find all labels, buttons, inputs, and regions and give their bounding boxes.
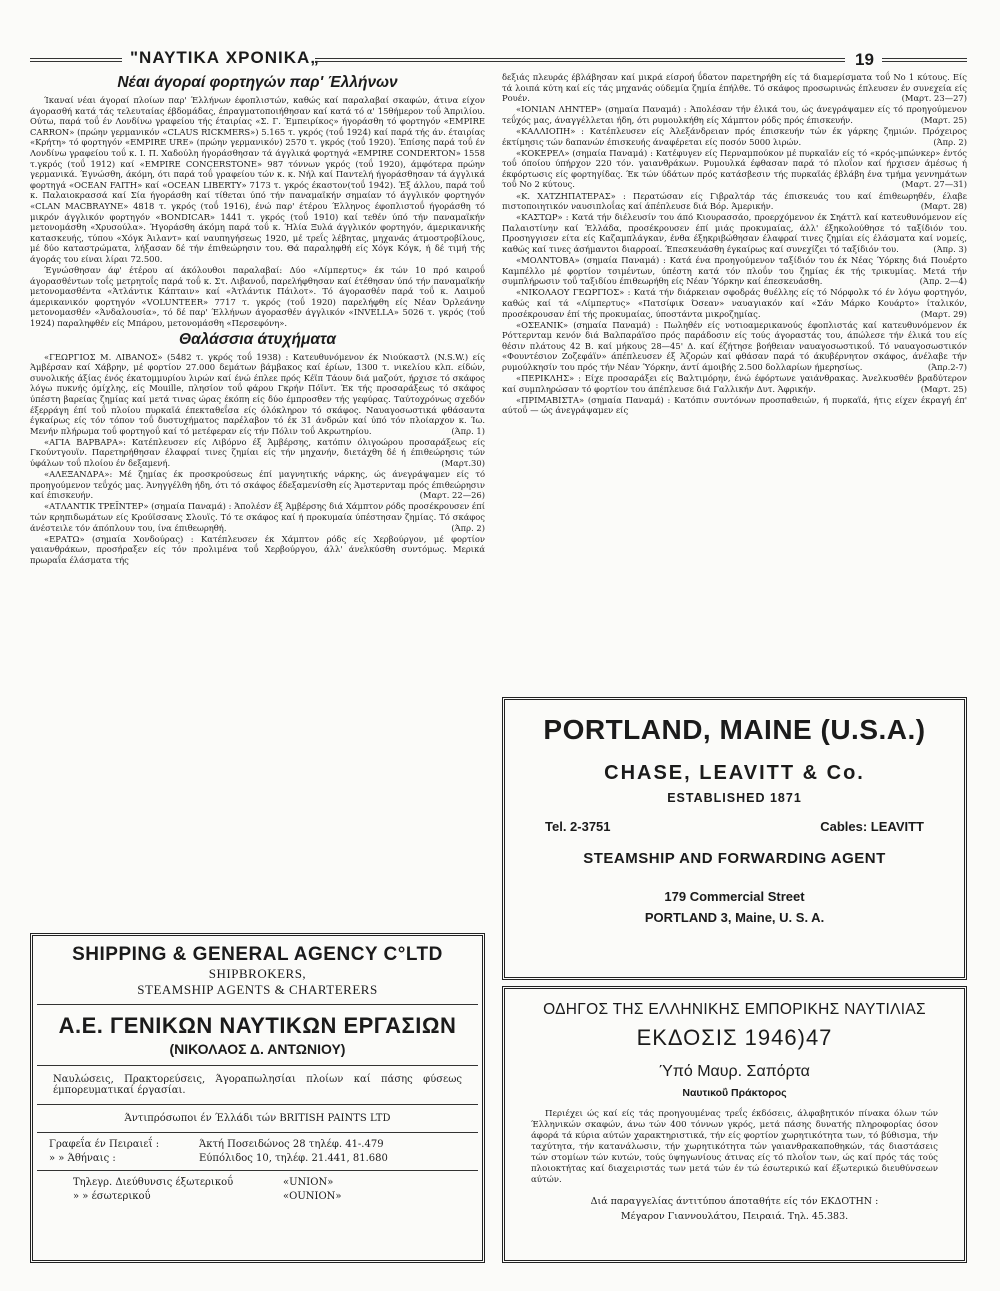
ad-portland-contacts (545, 819, 924, 834)
ad-shipping-services: Ναυλώσεις, Πρακτορεύσεις, Άγοραπωλησίαι πλοίων καί πάσης φύσεως έμπορευματικαί έργασίαι. (53, 1074, 462, 1096)
ad-portland-cables: Cables: LEAVITT (820, 819, 924, 834)
office-row: Γραφεΐα έν Πειραιεΐ : Άκτή Ποσειδώνος 28 τηλέφ. 41-.479 (49, 1139, 384, 1150)
accident-continuation: δεξιάς πλευράς έβλάβησαν καί μικρά είσροή ΰδατον παρετηρήθη είς τά διαμερίσματα τοΰ No 1 κύτους. Είς τά λοιπά κύτη καί είς τάς μηχανάς ούδεμία ζημία έπήλθε. Τό σκάφος προσωρινώς έπλευσεν έν συνεχεία είς Ρουέν. (Μαρτ. 23—27) (502, 72, 967, 104)
heading-new-purchases: Νέαι άγοραί φορτηγών παρ' Έλλήνων (117, 74, 398, 91)
right-column (502, 72, 967, 417)
page-number: 19 (855, 50, 874, 69)
header-rule-right (882, 58, 967, 62)
ad-portland (502, 697, 967, 980)
ad-guide-author-role: Ναυτικοΰ Πράκτορος (682, 1087, 787, 1099)
article-paragraph: Ίκαναί νέαι άγοραί πλοίων παρ' Έλλήνων έφοπλιστών, καθώς καί παραλαβαί σκαφών, άτινα είχον άγορασθή κατά τάς τελευταίας έβδομάδας, έπραγματοποιήθησαν καί κατά τό α' 15θήμερον τοΰ Άπριλίου. Ούτω, παρά τοΰ έν Λονδίνω γραφείου τής έταιρίας «Σ. Γ. Έμπειρίκος» ήγοράσθη τό φορτηγόν «EMPIRE CARRON» (πρώην γερμανικόν «CLAUS RICKMERS») 5.165 τ. γκρός (τοΰ 1924) καί παρά τής άν. έταιρίας «Κρήτη» τό φορτηγόν «EMPIRE URE» (πρώην γερμανικόν) 2570 τ. γκρός (τοΰ 1920). Έπίσης παρά τοΰ έν Λονδίνω γραφείου τοΰ κ. Ι. Π. Χαδούλη ήγοράσθησαν τά άγγλικά φορτηγά «EMPIRE CONDERTON» 1558 τ.γκρός (τοΰ 1912) καί «EMPIRE CONCERSTONE» 987 τόννων γκρός (τοΰ 1920), άμφότερα πρώην γερμανικά. Έγνώσθη, άκόμη, ότι παρά τοΰ γραφείου τών κ. κ. Νήλ καί Παντελή ήγοράσθησαν τά άγγλικά φορτηγά «OCEAN FAITH» καί «OCEAN LIBERTY» 7173 τ. γκρός έκαστον(τοΰ 1942). Έξ άλλου, παρά τοΰ κ. Παλαιοκρασσά καί Σία ήγοράσθη καί τίθεται ύπό τήν παναμαϊκήν σημαίαν τό άγγλικόν φορτηγόν «CLAN MACBRAYNE» 4818 τ. γκρός (τοΰ 1916), ένώ παρ' έτέρου Έλληνος έφοπλιστοΰ ήγοράσθη τό μικρόν άγγλικόν φορτηγόν «BONDICAR» 1441 τ. γκρός (τοΰ 1910) καί τεθέν ύπό τήν παναμαϊκήν μετονομάσθη «Χρυσούλα». Ήγοράσθη άκόμη παρά τοΰ κ. Ήλία Ξυλά άγγλικόν φορτηγόν, άμερικανικής κατασκευής, τύπου «Χόγκ Άιλαντ» καί ναυπηγήσεως 1920, μέ τρεΐς λέβητας, μηχανάς άτμοστροβίλους, μέ δύο καταστρώματα, λήξασαν δέ τήν έπιθεώρησιν του. Θά παραληφθή είς Χόγκ Κόγκ, ή δέ τιμή τής άγοράς του είναι λίραι 72.500. (30, 95, 485, 264)
accident-entry: «ΙΟΝΙΑΝ ΛΗΝΤΕΡ» (σημαία Παναμά) : Άπολέσαν τήν έλικά του, ώς άνεγράψαμεν είς τό προηγούμενον τεΰχός μας, άναγγέλλεται ήδη, ότι ρυμουλκήθη είς Χάμπτον ρόδς πρός έπισκευήν. (Μαρτ. 25) (502, 104, 967, 125)
accident-entry: «ΑΛΕΞΑΝΔΡΑ»: Μέ ζημίας έκ προσκρούσεως έπί μαγνητικής νάρκης, ώς άνεγράψαμεν είς τό προηγούμενον τεΰχός μας. Άνηγγέλθη ήδη, ότι τό σκάφος έδεξαμενίσθη είς Άμστερνταμ πρός έπιθεώρησιν καί έπισκευήν. (Μαρτ. 22—26) (30, 469, 485, 501)
ad-shipping-reps: Άντιπρόσωποι έν Έλλάδι τών BRITISH PAINTS LTD (124, 1113, 391, 1124)
accident-entry: «ΓΕΩΡΓΙΟΣ Μ. ΛΙΒΑΝΟΣ» (5482 τ. γκρός τοΰ 1938) : Κατευθυνόμενον έκ Νιούκαστλ (N.S.W.) είς Άμβέρσαν καί Χάβρην, μέ φορτίον 27.000 δεμάτων βάμβακος καί έρίων, 1300 τ. νικελίου κλπ. είδών, συνολικής άξίας ένός έκατομμυρίου λιρών καί ένώ έπλεε πρός Κέϊπ Τάουν διά μαζούτ, ήρχισε τό σκάφος λόγω πυκνής όμίχλης, είς Mouille, πλησίον τοΰ φάρου Γκρήν Πόϊντ. Έκ τής προσαράξεως τό σκάφος ύπέστη βαρείας ζημίας καί μετά τινας ώρας έκόπη είς δύο έμπροσθεν τής γεφύρας. Ταύτοχρόνως σχεδόν έξερράγη έπί τοΰ πλοίου πυρκαϊά έπεκταθεΐσα είς όλόκληρον τό σκάφος. Ναυαγοσωστικά φθάσαντα έγκαίρως είς τόν τόπον τοΰ δυστυχήματος παρέλαβον τό έκ 31 άνδρών καί ύπό τόν πλοίαρχον κ. Ίω. Μενήν πλήρωμα τοΰ φορτηγοΰ καί τό μετέφεραν είς τήν Πόλιν τοΰ Ακρωτηρίου. (Άπρ. 1) (30, 351, 485, 436)
ad-shipping-telegraph (33, 1177, 482, 1202)
ad-divider (37, 1170, 478, 1171)
ad-guide-author: Ύπό Μαυρ. Σαπόρτα (659, 1063, 810, 1080)
accident-entry: «ΚΟΚΕΡΕΛ» (σημαία Παναμά) : Κατέφυγεν είς Περναμπούκον μέ πυρκαϊάν είς τό «κρός-μπώνκερ» έντός τοΰ όποίου ύπήρχον 220 τόν. γαιανθράκων. Ρυμουλκά έφθασαν παρά τό πλοΐον καί ήρχισεν άμέσως ή έκφόρτωσις είς φορτηγίδας. Έκ τών ύδάτων πρός κατάσβεσιν τής πυρκαϊάς έβλάβη ένα τμήμα γεννημάτων τοΰ No 2 κύτους. (Μαρτ. 27—31) (502, 147, 967, 190)
accident-entry: «ΕΡΑΤΩ» (σημαία Χονδούρας) : Κατέπλευσεν έκ Χάμπτον ρόδς είς Χερβούργον, μέ φορτίον γαιανθράκων, προσήραξεν είς τόν προλιμένα τοΰ Χερβούργου, άλλ' άνελκύσθη συντόμως. Μερικά πρωραΐα έλάσματα τής (30, 533, 485, 565)
heading-sea-accidents: Θαλάσσια άτυχήματα (179, 330, 336, 348)
header-rule-left (30, 58, 122, 62)
left-column (30, 72, 485, 566)
ad-portland-street: 179 Commercial Street (664, 889, 805, 904)
masthead: "ΝΑΥΤΙΚΑ ΧΡΟΝΙΚΑ„ (130, 48, 320, 67)
header-rule-middle (315, 58, 845, 62)
ad-shipping-title: SHIPPING & GENERAL AGENCY C°LTD (72, 944, 443, 965)
ad-guide-title: ΟΔΗΓΟΣ ΤΗΣ ΕΛΛΗΝΙΚΗΣ ΕΜΠΟΡΙΚΗΣ ΝΑΥΤΙΛΙΑΣ (543, 1001, 926, 1018)
ad-guide-address: Μέγαρον Γιαννουλάτου, Πειραιά. Τηλ. 45.383. (620, 1211, 849, 1222)
office-row: » » Άθήναις : Εύπόλιδος 10, τηλέφ. 21.441, 81.680 (49, 1153, 388, 1164)
ad-divider (37, 1132, 478, 1133)
ad-portland-tel: Tel. 2-3751 (545, 819, 611, 834)
ad-divider (37, 1004, 478, 1005)
ad-portland-title: PORTLAND, MAINE (U.S.A.) (543, 714, 926, 745)
ad-guide-body: Περιέχει ώς καί είς τάς προηγουμένας τρεΐς έκδόσεις, άλφαβητικόν πίνακα όλων τών Έλληνικών σκαφών, άνω τών 400 τόννων γκρός, μετά πάσης δυνατής πληροφορίας όσον άφορά τά κύρια αύτών χαρακτηριστικά, τήν είς φορτίον χωρητικότητα των, τό βύθισμα, τήν ταχύτητα, τήν κατανάλωσιν, τήν χωρητικότητα τών γαιανθρακαποθηκών, τάς διαστάσεις τών στομίων τών κυτών, τούς ύψηγωνίους άτινας είς τό πλοΐον των, ώς καί πρός τάς τούς πλοιοκτήτας καί διαχειριστάς των μετά τών έν τώ έσωτερικώ καί έξωτερικώ διευθύνσεων αύτών. (531, 1109, 938, 1185)
ad-shipping-line1: SHIPBROKERS, (208, 966, 307, 981)
ad-shipping-line2: STEAMSHIP AGENTS & CHARTERERS (137, 982, 378, 997)
accident-entry: «Κ. ΧΑΤΖΗΠΑΤΕΡΑΣ» : Περατώσαν είς Γιβραλτάρ τάς έπισκευάς του καί έπιθεωρηθέν, έλαβε πιστοποιητικόν ναυσιπλοΐας καί άπέπλευσε διά Βόρ. Άμερικήν. (Μαρτ. 28) (502, 190, 967, 212)
ad-shipping-offices (33, 1139, 482, 1164)
ad-portland-agent: STEAMSHIP AND FORWARDING AGENT (583, 850, 886, 867)
ad-portland-firm: CHASE, LEAVITT & Co. (604, 762, 865, 784)
telegraph-row: Τηλεγρ. Διεύθυνσις έξωτερικοΰ «UNION» (73, 1177, 334, 1188)
ad-shipping-guide (502, 986, 967, 1263)
ad-divider (37, 1104, 478, 1105)
accident-entry: «ΚΑΣΤΩΡ» : Κατά τήν διέλευσίν του άπό Κιουρασσάο, προερχόμενον έκ Σηάττλ καί κατευθυνόμενον είς Παλαιστίνην καί Έλλάδα, προσέκρουσεν έπί μιάς προκυμαίας, άλλ' έξηκολούθησε τό ταξίδιόν του. Προσηγγισεν είτα είς Καζαμπλάγκαν, ένθα έξηκριβώθησαν έλαφραί τινες ζημίαι είς έλάσματα καί νομείς, καθώς καί τινες άσήμαντοι διαρροαί. Έπεσκευάσθη έγκαίρως καί συνεχίζει τό ταξίδιόν του. (Άπρ. 3) (502, 212, 967, 254)
ad-shipping-greek-sub: (ΝΙΚΟΛΑΟΣ Δ. ΑΝΤΩΝΙΟΥ) (169, 1041, 346, 1057)
ad-guide-edition: ΕΚΔΟΣΙΣ 1946)47 (636, 1025, 833, 1050)
accident-entry: «ΝΙΚΟΛΑΟΥ ΓΕΩΡΓΙΟΣ» : Κατά τήν διάρκειαν σφοδράς θυέλλης είς τό Νόρφολκ τό έν λόγω φορτηγόν, καθώς καί τά «Λίμπερτυς» «Πατσίφικ Όσεαν» ναυαγιακόν καί «Σάν Μάρκο Κουάρτο» ίταλικόν, προσέκρουσαν έπί τής προκυμαίας, ύποστάντα μικροζημίας. (Μαρτ. 29) (502, 287, 967, 319)
accident-entry: «ΑΤΛΑΝΤΙΚ ΤΡΕΪΝΤΕΡ» (σημαία Παναμά) : Άπολέσν έξ Άμβέρσης διά Χάμπτον ρόδς προσέκρουσεν έπί τών κρηπιδωμάτων είς Κρούϊσσανς Σλουϊς. Τό τε σκάφος καί ή προκυμαία ύπέστησαν ζημίας. Τό σκάφος άνέστειλε τόν άπόπλουν του, ίνα έπιθεωρηθή. (Άπρ. 2) (30, 501, 485, 533)
accident-entry: «ΠΕΡΙΚΛΗΣ» : Είχε προσαράξει είς Βαλτιμόρην, ένώ έφόρτωνε γαιάνθρακας. Άνελκυσθέν βραδύτερον καί συμπληρώσαν τό φορτίον του άπέπλευσε διά Γαλλικήν Δυτ. Άφρικήν. (Μαρτ. 25) (502, 373, 967, 394)
accident-entry: «ΟΣΕΑΝΙΚ» (σημαία Παναμά) : Πωληθέν είς νοτιοαμερικανούς έφοπλιστάς καί κατευθυνόμενον έκ Ρόττερνταμ κενόν διά Βαλπαράϊσο πρός παράδοσιν είς τούς άγοραστάς του, άπώλεσε τήν έλικά του είς θέσιν πλάτους 42 Β. καί μήκους 28—45' Δ. καί έζήτησε βοήθειαν ναυαγοσωστικοΰ. Τό ναυαγοσωστικόν «Φουντέσιον Ζοζεφάϊν» άπέπλευσεν έξ Άζορών καί φθάσαν παρά τό άκυβέρνητον σκάφος, άνέλαβε τήν ρυμούλκησίν του πρός τήν Νέαν Ύόρκην, άντί άμοιβής 2.500 δολλαρίων ήμερησίως. (Άπρ.2-7) (502, 319, 967, 373)
article-paragraph: Έγνώσθησαν άφ' έτέρου αί άκόλουθοι παραλαβαί: Δύο «Λίμπερτυς» έκ τών 10 πρό καιροΰ άγορασθέντων τοΐς μετρητοΐς παρά τοΰ κ. Στ. Λιβανοΰ, παρελήφθησαν καί έτέθησαν ύπό τήν παναμαϊκήν μετονομασθέντα «Άτλάντικ Κάπταιν» καί «Άτλάντικ Πάιλοτ». Τό άγορασθέν παρά τοΰ κ. Λαιμοΰ άμερικανικόν φορτηγόν «VOLUNTEER» 7717 τ. γκρός (τοΰ 1920) παρελήφθη είς Νέαν Όρλεάνην μετονομασθέν «Άνδαλουσία», τό δέ παρ' Έλλήνων άγορασθέν άγγλικόν «INVELLA» 5026 τ. γκρός (τοΰ 1924) παραληφθέν είς Μπάρου, μετονομάσθη «Περσεφόνη». (30, 265, 485, 328)
accident-entry: «ΚΑΛΛΙΟΠΗ» : Κατέπλευσεν είς Άλεξάνδρειαν πρός έπισκευήν τών έκ γάρκης ζημιών. Πρόχειρος έκτίμησις τών δαπανών έπισκευής άναφέρεται είς ποσόν 5000 λιρών. (Άπρ. 2) (502, 125, 967, 147)
telegraph-row: » » έσωτερικοΰ «OUNION» (73, 1191, 342, 1202)
ad-shipping-greek-title: Α.Ε. ΓΕΝΙΚΩΝ ΝΑΥΤΙΚΩΝ ΕΡΓΑΣΙΩΝ (58, 1013, 457, 1038)
ad-guide-order: Διά παραγγελίας άντιτύπου άποταθήτε είς τόν ΕΚΔΟΤΗΝ : (590, 1196, 879, 1207)
accident-entry: «ΑΓΙΑ ΒΑΡΒΑΡΑ»: Κατέπλευσεν είς Λιβόρνο έξ Άμβέρσης, κατόπιν όλιγοώρου προσαράξεως είς Γκούντγουϊν. Παρετηρήθησαν έλαφραί τινες ζημίαι είς τήν μηχανήν, διετάχθη δέ ή έπιθεώρησις τών ύφάλων τοΰ πλοίου έν δεξαμενή. (Μαρτ.30) (30, 436, 485, 468)
ad-portland-city: PORTLAND 3, Maine, U. S. A. (644, 910, 825, 925)
accident-entry: «ΜΟΛΝΤΟΒΑ» (σημαία Παναμά) : Κατά ένα προηγούμενον ταξίδιόν του έκ Νέας Ύόρκης διά Πουέρτο Καμπέλλο μέ φορτίον τσιμέντων, ύπέστη κατά τόν πλοΰν του ζημίας έκ τής τρικυμίας. Μετά τήν συμπλήρωσιν τοΰ ταξιδίου έπιθεωρήθη είς Νέαν Ύόρκην καί έπεσκευάσθη. (Άπρ. 2—4) (502, 255, 967, 287)
accident-entry: «ΠΡΙΜΑΒΙΣΤΑ» (σημαία Παναμά) : Κατόπιν συντόνων προσπαθειών, ή πυρκαϊά, ήτις είχεν έκραγή έπ' αύτοΰ — ώς άνεγράψαμεν είς (502, 394, 967, 416)
ad-shipping-agency (30, 933, 485, 1263)
ad-portland-established: ESTABLISHED 1871 (667, 791, 802, 805)
